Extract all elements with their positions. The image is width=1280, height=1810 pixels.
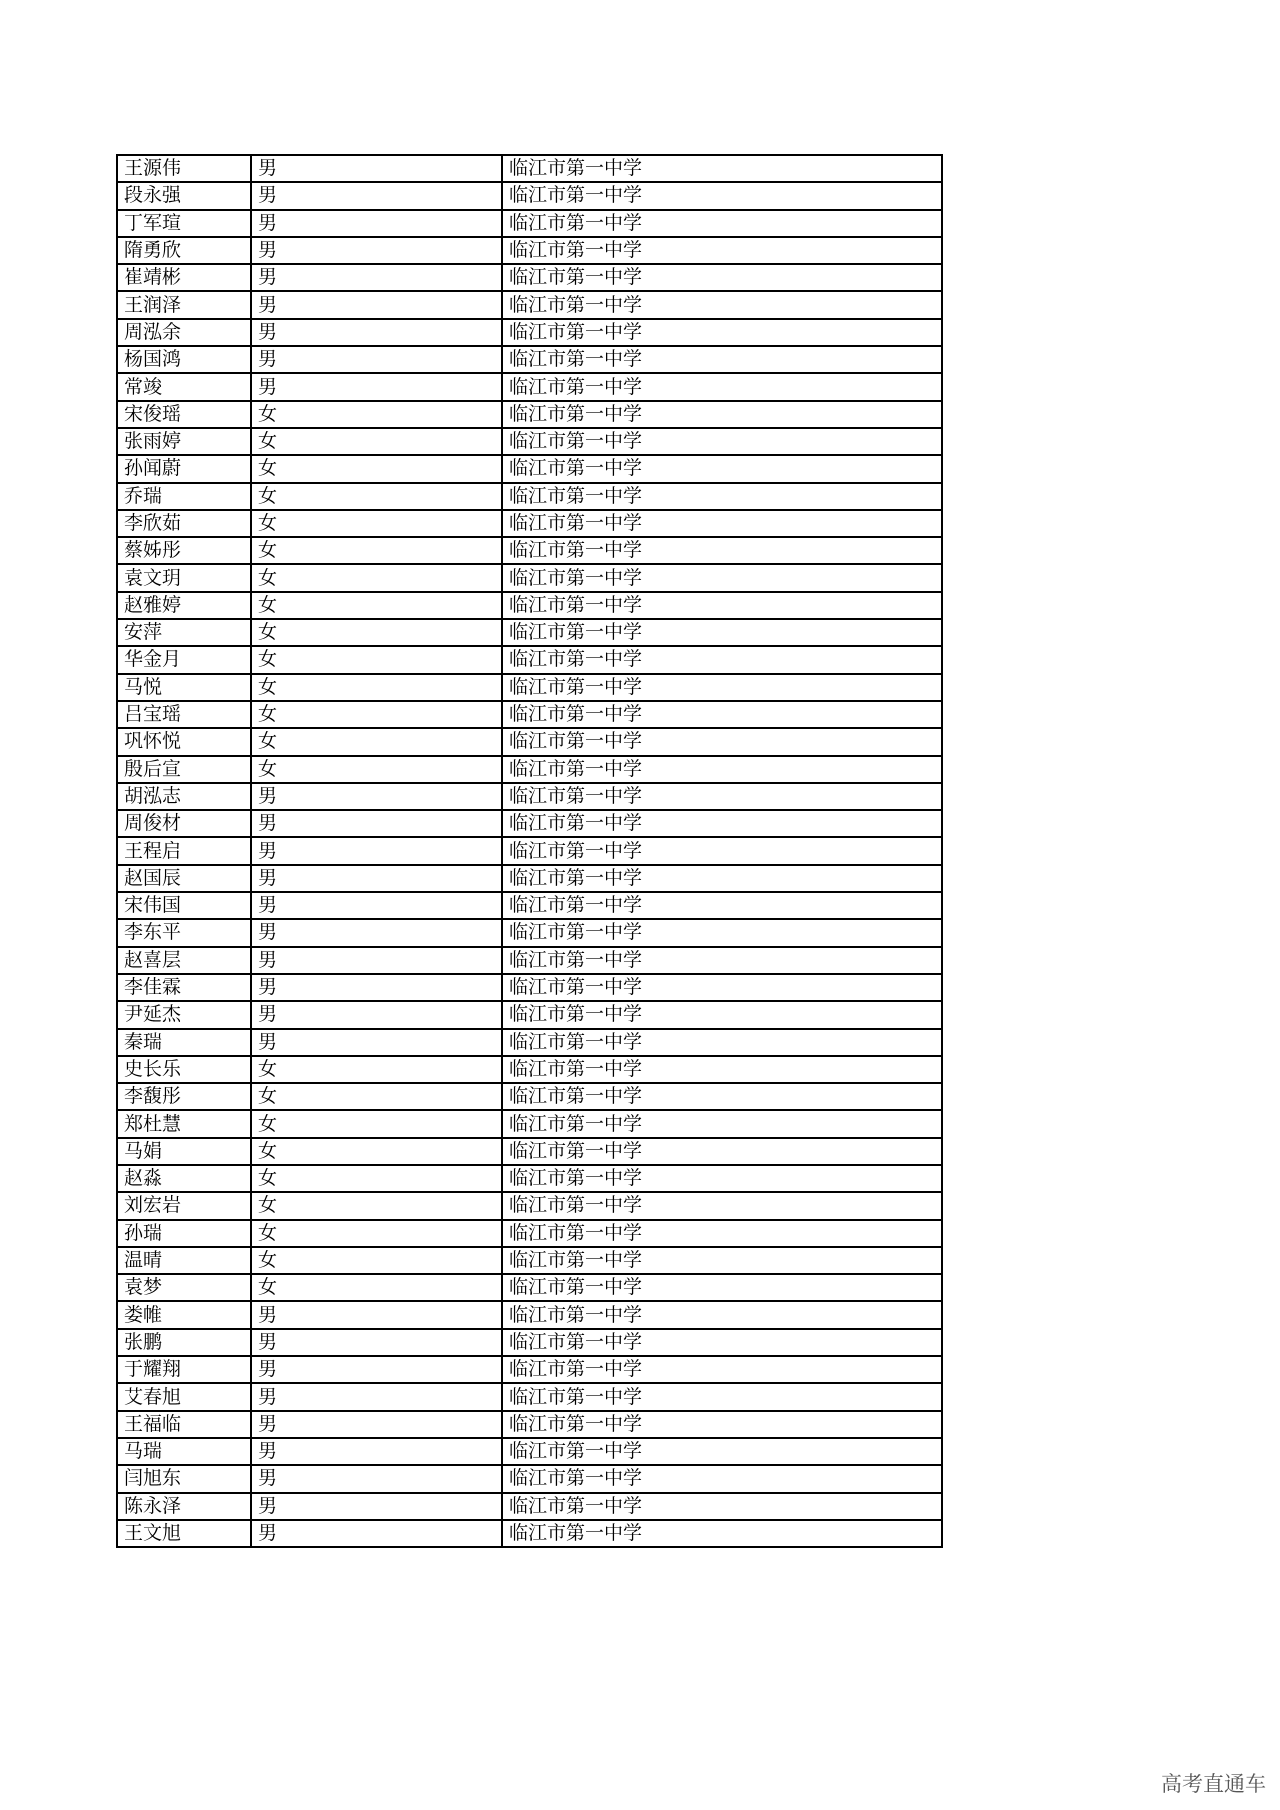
- gender-cell: 男: [251, 1329, 502, 1356]
- table-row: [117, 510, 942, 537]
- student-name-cell: 华金月: [117, 646, 251, 673]
- student-name-cell: 蔡姊彤: [117, 537, 251, 564]
- student-name-cell: 赵淼: [117, 1165, 251, 1192]
- student-name-cell: 赵国辰: [117, 865, 251, 892]
- school-cell: 临江市第一中学: [502, 756, 942, 783]
- student-name-cell: 吕宝瑶: [117, 701, 251, 728]
- school-cell: 临江市第一中学: [502, 291, 942, 318]
- gender-cell: 男: [251, 837, 502, 864]
- gender-cell: 男: [251, 1301, 502, 1328]
- school-cell: 临江市第一中学: [502, 537, 942, 564]
- gender-cell: 女: [251, 483, 502, 510]
- school-cell: 临江市第一中学: [502, 1274, 942, 1301]
- school-cell: 临江市第一中学: [502, 865, 942, 892]
- table-row: [117, 919, 942, 946]
- school-cell: 临江市第一中学: [502, 510, 942, 537]
- gender-cell: 男: [251, 892, 502, 919]
- gender-cell: 女: [251, 728, 502, 755]
- table-row: [117, 701, 942, 728]
- school-cell: 临江市第一中学: [502, 646, 942, 673]
- table-row: [117, 210, 942, 237]
- student-name-cell: 崔靖彬: [117, 264, 251, 291]
- gender-cell: 女: [251, 646, 502, 673]
- student-name-cell: 宋俊瑶: [117, 401, 251, 428]
- school-cell: 临江市第一中学: [502, 919, 942, 946]
- student-name-cell: 王程启: [117, 837, 251, 864]
- table-row: [117, 1001, 942, 1028]
- gender-cell: 女: [251, 510, 502, 537]
- school-cell: 临江市第一中学: [502, 1438, 942, 1465]
- gender-cell: 女: [251, 756, 502, 783]
- table-row: [117, 1493, 942, 1520]
- student-name-cell: 杨国鸿: [117, 346, 251, 373]
- gender-cell: 男: [251, 319, 502, 346]
- gender-cell: 女: [251, 701, 502, 728]
- table-row: [117, 974, 942, 1001]
- school-cell: 临江市第一中学: [502, 564, 942, 591]
- table-row: [117, 728, 942, 755]
- gender-cell: 女: [251, 564, 502, 591]
- table-row: [117, 1192, 942, 1219]
- table-row: [117, 346, 942, 373]
- table-row: [117, 646, 942, 673]
- student-name-cell: 李东平: [117, 919, 251, 946]
- gender-cell: 男: [251, 1493, 502, 1520]
- table-row: [117, 865, 942, 892]
- school-cell: 临江市第一中学: [502, 264, 942, 291]
- school-cell: 临江市第一中学: [502, 810, 942, 837]
- student-name-cell: 丁军瑄: [117, 210, 251, 237]
- school-cell: 临江市第一中学: [502, 947, 942, 974]
- school-cell: 临江市第一中学: [502, 892, 942, 919]
- student-name-cell: 艾春旭: [117, 1383, 251, 1410]
- school-cell: 临江市第一中学: [502, 1110, 942, 1137]
- gender-cell: 男: [251, 1356, 502, 1383]
- student-name-cell: 陈永泽: [117, 1493, 251, 1520]
- student-name-cell: 李佳霖: [117, 974, 251, 1001]
- gender-cell: 男: [251, 237, 502, 264]
- table-row: [117, 373, 942, 400]
- school-cell: 临江市第一中学: [502, 1138, 942, 1165]
- school-cell: 临江市第一中学: [502, 373, 942, 400]
- table-row: [117, 428, 942, 455]
- student-name-cell: 赵喜层: [117, 947, 251, 974]
- student-name-cell: 闫旭东: [117, 1465, 251, 1492]
- gender-cell: 男: [251, 919, 502, 946]
- school-cell: 临江市第一中学: [502, 1301, 942, 1328]
- student-name-cell: 王润泽: [117, 291, 251, 318]
- table-row: [117, 1411, 942, 1438]
- student-name-cell: 于耀翔: [117, 1356, 251, 1383]
- gender-cell: 男: [251, 346, 502, 373]
- table-row: [117, 1110, 942, 1137]
- roster-body: [117, 155, 942, 1547]
- gender-cell: 男: [251, 1520, 502, 1547]
- gender-cell: 男: [251, 810, 502, 837]
- table-row: [117, 1138, 942, 1165]
- gender-cell: 女: [251, 1056, 502, 1083]
- table-row: [117, 947, 942, 974]
- gender-cell: 男: [251, 1029, 502, 1056]
- gender-cell: 女: [251, 1165, 502, 1192]
- table-row: [117, 783, 942, 810]
- school-cell: 临江市第一中学: [502, 428, 942, 455]
- student-name-cell: 乔瑞: [117, 483, 251, 510]
- table-row: [117, 237, 942, 264]
- table-row: [117, 674, 942, 701]
- student-name-cell: 袁梦: [117, 1274, 251, 1301]
- table-row: [117, 483, 942, 510]
- school-cell: 临江市第一中学: [502, 1383, 942, 1410]
- gender-cell: 女: [251, 401, 502, 428]
- table-row: [117, 592, 942, 619]
- student-name-cell: 李馥彤: [117, 1083, 251, 1110]
- school-cell: 临江市第一中学: [502, 974, 942, 1001]
- school-cell: 临江市第一中学: [502, 1192, 942, 1219]
- student-name-cell: 安萍: [117, 619, 251, 646]
- school-cell: 临江市第一中学: [502, 783, 942, 810]
- gender-cell: 女: [251, 1247, 502, 1274]
- gender-cell: 男: [251, 182, 502, 209]
- school-cell: 临江市第一中学: [502, 455, 942, 482]
- table-row: [117, 455, 942, 482]
- student-name-cell: 周俊材: [117, 810, 251, 837]
- table-row: [117, 837, 942, 864]
- student-name-cell: 袁文玥: [117, 564, 251, 591]
- table-row: [117, 155, 942, 182]
- gender-cell: 女: [251, 1192, 502, 1219]
- school-cell: 临江市第一中学: [502, 483, 942, 510]
- school-cell: 临江市第一中学: [502, 319, 942, 346]
- school-cell: 临江市第一中学: [502, 210, 942, 237]
- watermark-text: 高考直通车: [1161, 1772, 1266, 1796]
- gender-cell: 男: [251, 1001, 502, 1028]
- school-cell: 临江市第一中学: [502, 1247, 942, 1274]
- school-cell: 临江市第一中学: [502, 837, 942, 864]
- table-row: [117, 892, 942, 919]
- school-cell: 临江市第一中学: [502, 619, 942, 646]
- table-row: [117, 401, 942, 428]
- school-cell: 临江市第一中学: [502, 237, 942, 264]
- student-name-cell: 史长乐: [117, 1056, 251, 1083]
- gender-cell: 女: [251, 455, 502, 482]
- table-row: [117, 1438, 942, 1465]
- gender-cell: 男: [251, 1465, 502, 1492]
- school-cell: 临江市第一中学: [502, 1465, 942, 1492]
- student-name-cell: 张鹏: [117, 1329, 251, 1356]
- student-name-cell: 张雨婷: [117, 428, 251, 455]
- gender-cell: 男: [251, 264, 502, 291]
- school-cell: 临江市第一中学: [502, 1356, 942, 1383]
- gender-cell: 男: [251, 155, 502, 182]
- school-cell: 临江市第一中学: [502, 1520, 942, 1547]
- school-cell: 临江市第一中学: [502, 1493, 942, 1520]
- student-name-cell: 隋勇欣: [117, 237, 251, 264]
- table-row: [117, 1356, 942, 1383]
- student-name-cell: 李欣茹: [117, 510, 251, 537]
- gender-cell: 女: [251, 1220, 502, 1247]
- school-cell: 临江市第一中学: [502, 1056, 942, 1083]
- student-name-cell: 尹延杰: [117, 1001, 251, 1028]
- student-name-cell: 段永强: [117, 182, 251, 209]
- student-name-cell: 常竣: [117, 373, 251, 400]
- school-cell: 临江市第一中学: [502, 1029, 942, 1056]
- student-name-cell: 巩怀悦: [117, 728, 251, 755]
- student-name-cell: 赵雅婷: [117, 592, 251, 619]
- table-row: [117, 756, 942, 783]
- gender-cell: 男: [251, 373, 502, 400]
- school-cell: 临江市第一中学: [502, 1165, 942, 1192]
- table-row: [117, 1301, 942, 1328]
- student-name-cell: 周泓余: [117, 319, 251, 346]
- student-name-cell: 娄帷: [117, 1301, 251, 1328]
- student-name-cell: 殷后宣: [117, 756, 251, 783]
- gender-cell: 女: [251, 674, 502, 701]
- gender-cell: 女: [251, 1274, 502, 1301]
- school-cell: 临江市第一中学: [502, 1411, 942, 1438]
- gender-cell: 女: [251, 1110, 502, 1137]
- school-cell: 临江市第一中学: [502, 1001, 942, 1028]
- gender-cell: 女: [251, 592, 502, 619]
- student-name-cell: 郑杜慧: [117, 1110, 251, 1137]
- school-cell: 临江市第一中学: [502, 701, 942, 728]
- school-cell: 临江市第一中学: [502, 728, 942, 755]
- school-cell: 临江市第一中学: [502, 155, 942, 182]
- table-row: [117, 1247, 942, 1274]
- student-name-cell: 温晴: [117, 1247, 251, 1274]
- gender-cell: 男: [251, 783, 502, 810]
- student-name-cell: 秦瑞: [117, 1029, 251, 1056]
- student-name-cell: 孙闻蔚: [117, 455, 251, 482]
- school-cell: 临江市第一中学: [502, 346, 942, 373]
- roster-table: [116, 154, 943, 1548]
- gender-cell: 男: [251, 947, 502, 974]
- table-row: [117, 1165, 942, 1192]
- table-row: [117, 264, 942, 291]
- student-name-cell: 王文旭: [117, 1520, 251, 1547]
- school-cell: 临江市第一中学: [502, 592, 942, 619]
- gender-cell: 男: [251, 291, 502, 318]
- student-name-cell: 王福临: [117, 1411, 251, 1438]
- table-row: [117, 810, 942, 837]
- gender-cell: 女: [251, 428, 502, 455]
- school-cell: 临江市第一中学: [502, 1329, 942, 1356]
- table-row: [117, 182, 942, 209]
- table-row: [117, 619, 942, 646]
- table-row: [117, 1520, 942, 1547]
- table-row: [117, 1029, 942, 1056]
- table-row: [117, 1383, 942, 1410]
- student-name-cell: 马娟: [117, 1138, 251, 1165]
- school-cell: 临江市第一中学: [502, 1220, 942, 1247]
- table-row: [117, 1329, 942, 1356]
- table-row: [117, 291, 942, 318]
- student-name-cell: 宋伟国: [117, 892, 251, 919]
- gender-cell: 女: [251, 537, 502, 564]
- student-name-cell: 孙瑞: [117, 1220, 251, 1247]
- table-row: [117, 1465, 942, 1492]
- gender-cell: 男: [251, 210, 502, 237]
- gender-cell: 男: [251, 1383, 502, 1410]
- table-row: [117, 1220, 942, 1247]
- gender-cell: 男: [251, 865, 502, 892]
- student-name-cell: 马瑞: [117, 1438, 251, 1465]
- table-row: [117, 537, 942, 564]
- gender-cell: 男: [251, 1411, 502, 1438]
- school-cell: 临江市第一中学: [502, 1083, 942, 1110]
- school-cell: 临江市第一中学: [502, 401, 942, 428]
- table-row: [117, 1056, 942, 1083]
- gender-cell: 男: [251, 974, 502, 1001]
- student-name-cell: 王源伟: [117, 155, 251, 182]
- table-row: [117, 1083, 942, 1110]
- table-row: [117, 319, 942, 346]
- gender-cell: 女: [251, 619, 502, 646]
- gender-cell: 女: [251, 1138, 502, 1165]
- gender-cell: 男: [251, 1438, 502, 1465]
- student-name-cell: 马悦: [117, 674, 251, 701]
- table-row: [117, 1274, 942, 1301]
- school-cell: 临江市第一中学: [502, 674, 942, 701]
- student-name-cell: 胡泓志: [117, 783, 251, 810]
- school-cell: 临江市第一中学: [502, 182, 942, 209]
- gender-cell: 女: [251, 1083, 502, 1110]
- student-name-cell: 刘宏岩: [117, 1192, 251, 1219]
- table-row: [117, 564, 942, 591]
